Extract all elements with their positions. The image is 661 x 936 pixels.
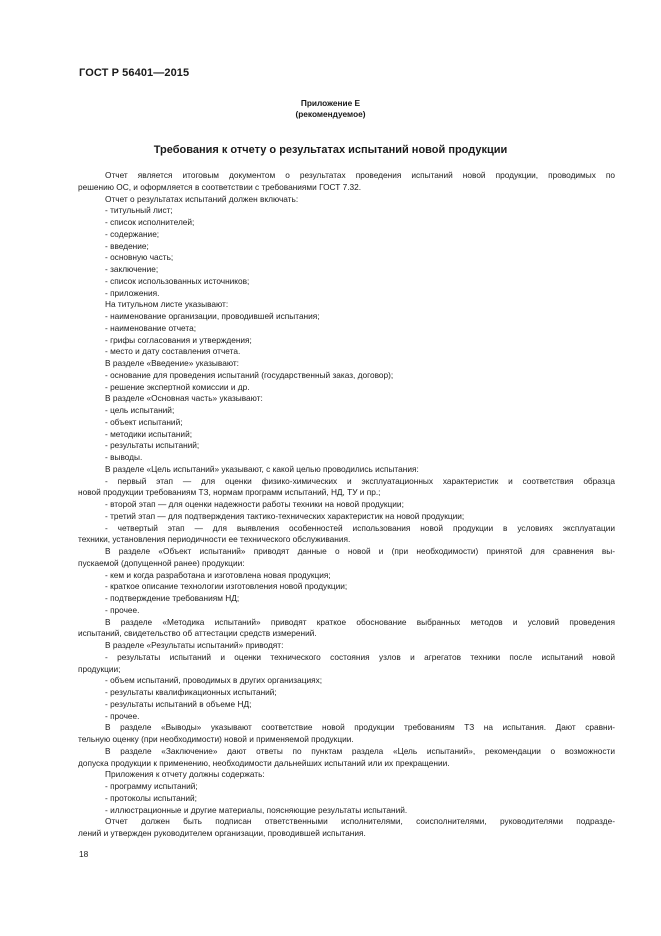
text-line: - место и дату составления отчета. [105, 346, 241, 357]
text-line: - прочее. [105, 710, 140, 721]
text-line: - грифы согласования и утверждения; [105, 334, 252, 345]
text-line: - список использованных источников; [105, 275, 250, 286]
text-line: В разделе «Цель испытаний» указывают, с какой целью проводились испытания: [105, 463, 419, 474]
text-line: - введение; [105, 240, 149, 251]
text-line: - иллюстрационные и другие материалы, поясняющие результаты испытаний. [105, 804, 408, 815]
text-line: - список исполнителей; [105, 217, 195, 227]
text-line: новой продукции требованиям ТЗ, нормам программ испытаний, НД, ТУ и пр.; [78, 487, 381, 498]
text-line: - результаты испытаний в объеме НД; [105, 698, 252, 709]
text-line: - четвертый этап — для выявления особенностей использования новой продукции в условиях эксплуатации [105, 522, 615, 533]
text-line: тельную оценку (при необходимости) новой и применяемой продукции. [78, 734, 354, 744]
text-line: В разделе «Методика испытаний» приводят краткое обоснование выбранных методов и условий проведения [105, 616, 615, 627]
text-line: - заключение; [105, 264, 159, 274]
document-title: Требования к отчету о результатах испытаний новой продукции [153, 144, 508, 156]
text-line: - наименование отчета; [105, 322, 196, 333]
text-line: - результаты испытаний; [105, 440, 200, 451]
text-line: В разделе «Объект испытаний» приводят данные о новой и (при необходимости) принятой для сравнения вы- [105, 546, 615, 556]
text-line: - объект испытаний; [105, 416, 183, 427]
text-line: В разделе «Основная часть» указывают: [105, 393, 263, 404]
text-line: Отчет должен быть подписан ответственными исполнителями, соисполнителями, руководителями подразде- [105, 816, 615, 827]
text-line: - второй этап — для оценки надежности работы техники на новой продукции; [105, 499, 404, 509]
text-line: - приложения. [105, 287, 160, 298]
page-number: 18 [79, 849, 89, 859]
text-line: - протоколы испытаний; [105, 792, 197, 803]
text-line: - результаты квалификационных испытаний; [105, 687, 277, 697]
text-line: лений и утвержден руководителем организации, проводившей испытания. [78, 828, 366, 838]
text-line: - выводы. [105, 452, 143, 462]
text-line: продукции; [78, 663, 121, 674]
text-line: На титульном листе указывают: [105, 299, 229, 310]
text-line: - основание для проведения испытаний (государственный заказ, договор); [105, 369, 394, 380]
text-line: техники, установления периодичности ее технического обслуживания. [78, 534, 351, 545]
text-line: - кем и когда разработана и изготовлена новая продукция; [105, 569, 331, 580]
text-line: Приложения к отчету должны содержать: [105, 769, 265, 780]
text-line: - содержание; [105, 228, 160, 239]
text-line: - объем испытаний, проводимых в других организациях; [105, 675, 323, 686]
text-line: - основную часть; [105, 252, 174, 263]
text-line: - цель испытаний; [105, 405, 175, 415]
text-line: В разделе «Выводы» указывают соответствие новой продукции требованиям ТЗ на испытания. Дают сравни- [105, 722, 615, 733]
standard-designation: ГОСТ Р 56401—2015 [79, 67, 190, 79]
text-line: решению ОС, и оформляется в соответствии с требованиями ГОСТ 7.32. [78, 181, 362, 192]
text-line: В разделе «Результаты испытаний» приводят: [105, 640, 284, 650]
text-line: Отчет о результатах испытаний должен включать: [105, 193, 299, 204]
text-line: - краткое описание технологии изготовления новой продукции; [105, 581, 348, 592]
text-line: - методики испытаний; [105, 428, 193, 439]
text-line: - наименование организации, проводившей испытания; [105, 311, 320, 321]
text-line: - третий этап — для подтверждения тактико-технических характеристик на новой продукции; [105, 510, 465, 521]
appendix-status: (рекомендуемое) [295, 109, 366, 119]
text-line: - первый этап — для оценки физико-химических и эксплуатационных характеристик и соответствия образца [105, 475, 615, 486]
text-line: - титульный лист; [105, 205, 173, 216]
text-line: допуска продукции к применению, необходимости дальнейших испытаний или их прекращении. [78, 757, 450, 768]
text-line: В разделе «Введение» указывают: [105, 358, 239, 368]
body-text [78, 170, 615, 840]
text-line: пускаемой (допущенной ранее) продукции: [78, 557, 245, 568]
text-line: - результаты испытаний и оценки технического состояния узлов и агрегатов техники после испытаний новой [105, 651, 615, 662]
text-line: Отчет является итоговым документом о результатах проведения испытаний новой продукции, проводимых по [105, 170, 615, 180]
appendix-title: Приложение Е [300, 98, 361, 108]
text-line: - решение экспертной комиссии и др. [105, 381, 250, 392]
text-line: - программу испытаний; [105, 781, 198, 791]
text-line: - прочее. [105, 604, 140, 615]
text-line: испытаний, свидетельство об аттестации средств измерений. [78, 628, 317, 639]
text-line: В разделе «Заключение» дают ответы по пунктам раздела «Цель испытаний», рекомендации о возможности [105, 745, 615, 756]
text-line: - подтверждение требованиям НД; [105, 593, 240, 603]
